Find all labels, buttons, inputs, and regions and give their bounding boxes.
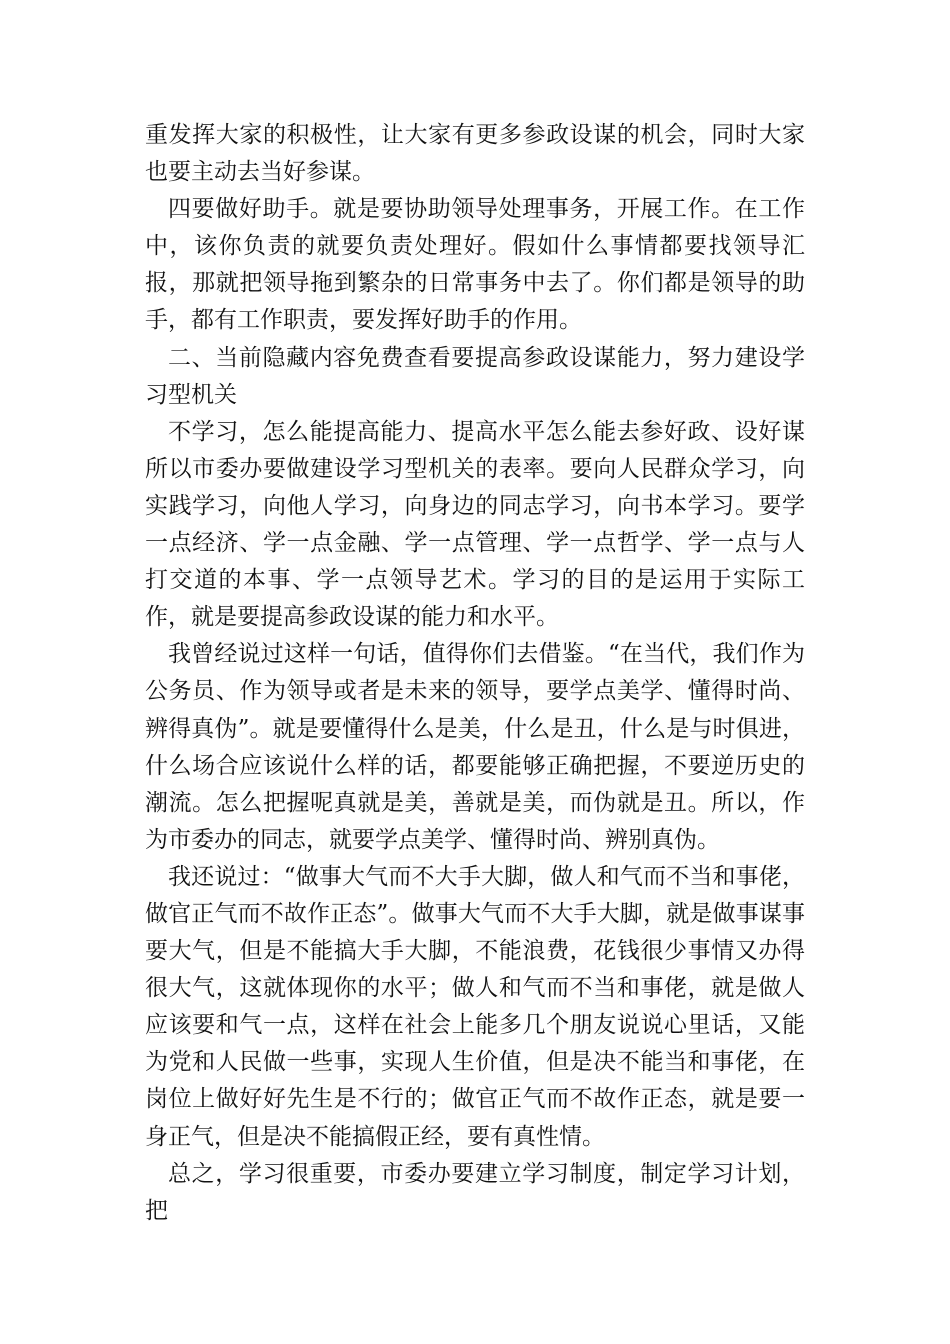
section-heading-learning-organization: 二、当前隐藏内容免费查看要提高参政设谋能力，努力建设学习型机关	[145, 344, 805, 408]
paragraph-continuation: 重发挥大家的积极性，让大家有更多参政设谋的机会，同时大家也要主动去当好参谋。	[145, 122, 805, 186]
paragraph-conclusion: 总之，学习很重要，市委办要建立学习制度，制定学习计划，把	[145, 1160, 805, 1224]
paragraph-assistant-role: 四要做好助手。就是要协助领导处理事务，开展工作。在工作中，该你负责的就要负责处理好。假如什么事情都要找领导汇报，那就把领导拖到繁杂的日常事务中去了。你们都是领导的助手，都有工作职责，要发挥好助手的作用。	[145, 196, 805, 334]
paragraph-aesthetics-quote: 我曾经说过这样一句话，值得你们去借鉴。“在当代，我们作为公务员、作为领导或者是未来的领导，要学点美学、懂得时尚、辨得真伪”。就是要懂得什么是美，什么是丑，什么是与时俱进，什么场合应该说什么样的话，都要能够正确把握，不要逆历史的潮流。怎么把握呢真就是美，善就是美，而伪就是丑。所以，作为市委办的同志，就要学点美学、懂得时尚、辨别真伪。	[145, 641, 805, 853]
paragraph-conduct-quote: 我还说过：“做事大气而不大手大脚，做人和气而不当和事佬，做官正气而不故作正态”。做事大气而不大手大脚，就是做事谋事要大气，但是不能搞大手大脚，不能浪费，花钱很少事情又办得很大气，这就体现你的水平；做人和气而不当和事佬，就是做人应该要和气一点，这样在社会上能多几个朋友说说心里话，又能为党和人民做一些事，实现人生价值，但是决不能当和事佬，在岗位上做好好先生是不行的；做官正气而不故作正态，就是要一身正气，但是决不能搞假正经，要有真性情。	[145, 863, 805, 1150]
body-text	[145, 117, 805, 1230]
paragraph-learning-importance: 不学习，怎么能提高能力、提高水平怎么能去参好政、设好谋所以市委办要做建设学习型机关的表率。要向人民群众学习，向实践学习，向他人学习，向身边的同志学习，向书本学习。要学一点经济、学一点金融、学一点管理、学一点哲学、学一点与人打交道的本事、学一点领导艺术。学习的目的是运用于实际工作，就是要提高参政设谋的能力和水平。	[145, 418, 805, 631]
